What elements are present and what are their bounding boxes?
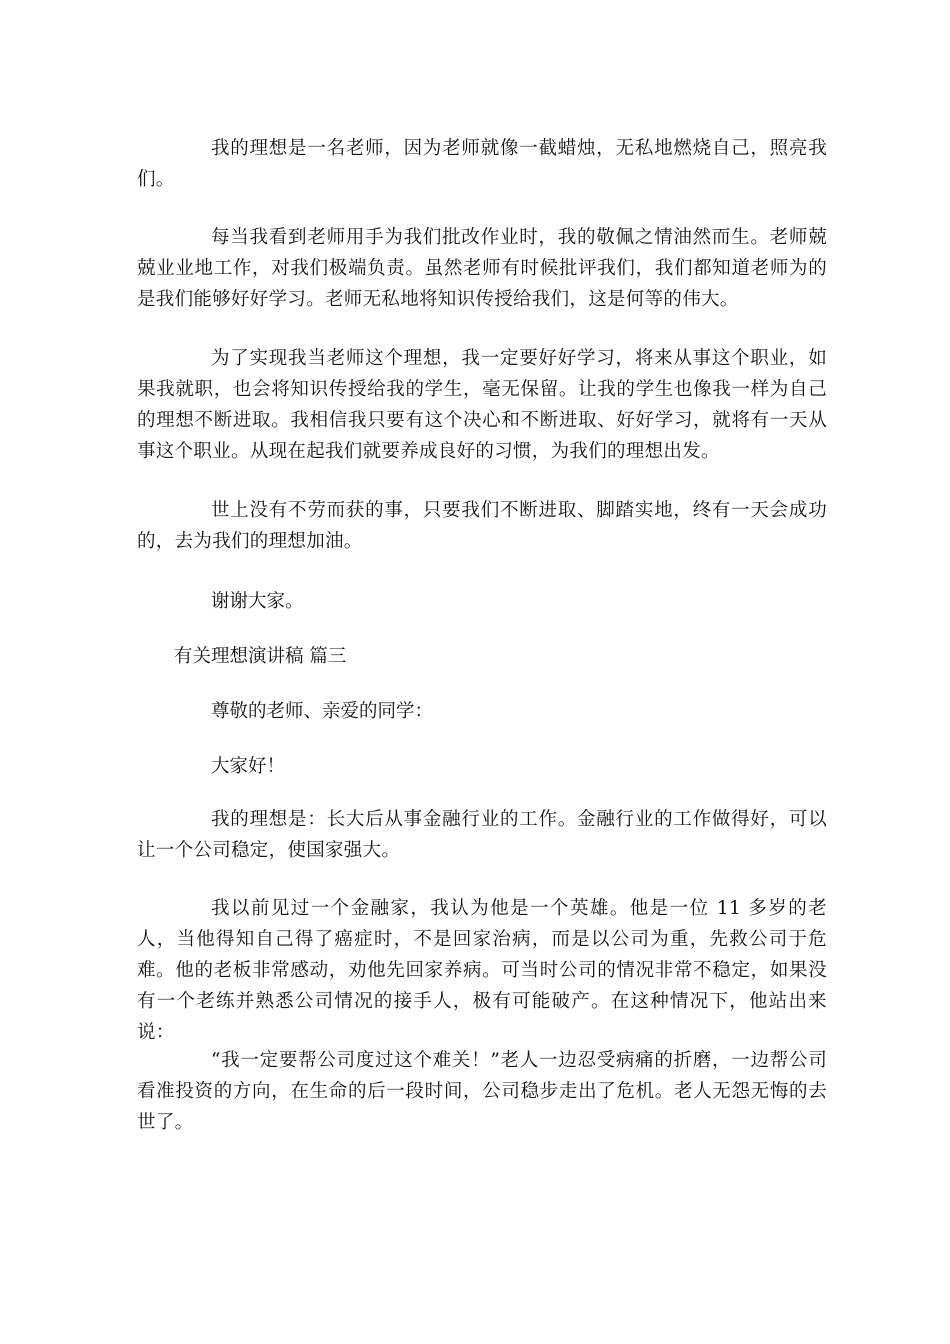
paragraph-realize-ideal: 为了实现我当老师这个理想，我一定要好好学习，将来从事这个职业，如果我就职，也会将知识传授给我的学生，毫无保留。让我的学生也像我一样为自己的理想不断进取。我相信我只要有这个决心和不断进取、好好学习，就将有一天从事这个职业。从现在起我们就要养成良好的习惯，为我们的理想出发。 xyxy=(137,348,827,462)
paragraph-greeting-audience: 尊敬的老师、亲爱的同学： xyxy=(211,701,434,722)
paragraph-ideal-teacher: 我的理想是一名老师，因为老师就像一截蜡烛，无私地燃烧自己，照亮我们。 xyxy=(137,138,827,190)
paragraph-financier-story: 我以前见过一个金融家，我认为他是一个英雄。他是一位 11 多岁的老人，当他得知自己得了癌症时，不是回家治病，而是以公司为重，先救公司于危难。他的老板非常感动，劝他先回家养病。可当时公司的情况非常不稳定，如果没有一个老练并熟悉公司情况的接手人，极有可能破产。在这种情况下，他站出来说： xyxy=(137,898,827,1043)
paragraph-finance-ideal: 我的理想是：长大后从事金融行业的工作。金融行业的工作做得好，可以让一个公司稳定，使国家强大。 xyxy=(137,809,827,861)
paragraph-no-free-lunch: 世上没有不劳而获的事，只要我们不断进取、脚踏实地，终有一天会成功的，去为我们的理想加油。 xyxy=(137,500,827,552)
paragraph-hello: 大家好！ xyxy=(211,756,286,777)
section-heading: 有关理想演讲稿 篇三 xyxy=(174,646,347,667)
paragraph-old-man-quote: “我一定要帮公司度过这个难关！”老人一边忍受病痛的折磨，一边帮公司看准投资的方向，在生命的后一段时间，公司稳步走出了危机。老人无怨无悔的去世了。 xyxy=(137,1050,827,1133)
paragraph-teacher-admiration: 每当我看到老师用手为我们批改作业时，我的敬佩之情油然而生。老师兢兢业业地工作，对我们极端负责。虽然老师有时候批评我们，我们都知道老师为的是我们能够好好学习。老师无私地将知识传授给我们，这是何等的伟大。 xyxy=(137,227,827,310)
paragraph-thanks: 谢谢大家。 xyxy=(211,591,304,612)
